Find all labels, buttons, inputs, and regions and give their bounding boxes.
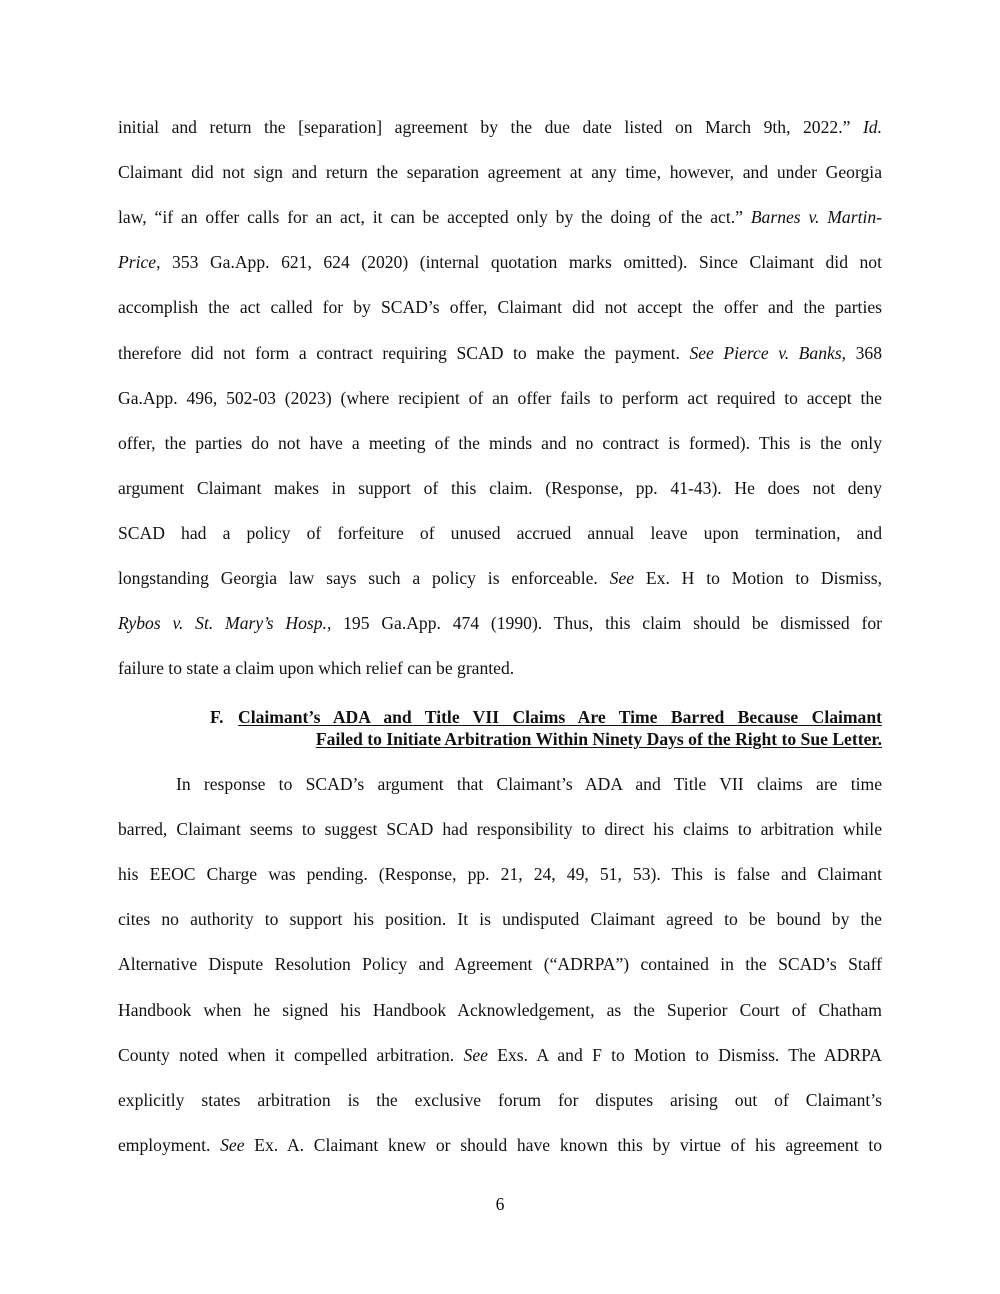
citation-italic: See <box>220 1134 245 1155</box>
text-line <box>118 521 882 545</box>
text-line <box>118 205 882 229</box>
text-run: argument Claimant makes in support of this claim. (Response, pp. 41-43). He does not deny <box>118 477 882 498</box>
text-run: longstanding Georgia law says such a policy is enforceable. <box>118 568 610 588</box>
text-run: Ex. A. Claimant knew or should have known this by virtue of his agreement to <box>244 1134 883 1155</box>
text-line <box>118 476 882 500</box>
text-run: employment. <box>118 1134 221 1155</box>
text-line <box>118 817 882 841</box>
text-run: , 195 Ga.App. 474 (1990). Thus, this claim should be dismissed for <box>326 613 882 634</box>
text-line <box>176 772 882 796</box>
text-run: his EEOC Charge was pending. (Response, pp. 21, 24, 49, 51, 53). This is false and Claimant <box>118 864 882 885</box>
text-line <box>118 862 882 886</box>
text-line <box>118 250 882 274</box>
text-run: SCAD had a policy of forfeiture of unused accrued annual leave upon termination, and <box>118 522 882 543</box>
text-run: Ex. H to Motion to Dismiss, <box>634 568 883 588</box>
text-run: cites no authority to support his position. It is undisputed Claimant agreed to be bound by the <box>118 909 882 930</box>
text-line <box>118 952 882 976</box>
citation-italic: See <box>463 1044 488 1065</box>
text-line <box>118 160 882 184</box>
citation-italic: Price <box>118 252 157 273</box>
text-run: offer, the parties do not have a meeting of the minds and no contract is formed). This is the only <box>118 432 882 453</box>
text-run: accomplish the act called for by SCAD’s offer, Claimant did not accept the offer and the parties <box>118 297 882 318</box>
text-line <box>118 566 882 590</box>
section-heading <box>210 706 882 728</box>
citation-italic: Rybos v. St. Mary’s Hosp. <box>118 613 327 634</box>
text-line <box>118 1133 882 1157</box>
section-letter: F. <box>210 707 224 727</box>
section-heading-line-2: Failed to Initiate Arbitration Within Ninety Days of the Right to Sue Letter. <box>315 729 882 749</box>
text-line <box>118 656 882 680</box>
page-number: 6 <box>495 1194 505 1214</box>
text-run: , 353 Ga.App. 621, 624 (2020) (internal quotation marks omitted). Since Claimant did not <box>156 252 882 273</box>
text-run: failure to state a claim upon which relief can be granted. <box>118 658 515 679</box>
text-run: explicitly states arbitration is the exclusive forum for disputes arising out of Claimant’s <box>118 1089 882 1110</box>
text-run: Exs. A and F to Motion to Dismiss. The ADRPA <box>487 1044 882 1065</box>
citation-italic: See Pierce v. Banks <box>689 342 842 363</box>
text-run: law, “if an offer calls for an act, it can be accepted only by the doing of the act.” <box>118 207 751 228</box>
text-line <box>118 341 882 365</box>
text-run: County noted when it compelled arbitration. <box>118 1044 464 1065</box>
text-run: barred, Claimant seems to suggest SCAD had responsibility to direct his claims to arbitration while <box>118 819 882 840</box>
citation-italic: See <box>609 568 635 588</box>
text-line <box>118 295 882 319</box>
text-run: Ga.App. 496, 502-03 (2023) (where recipient of an offer fails to perform act required to accept the <box>118 387 882 408</box>
text-run: Claimant did not sign and return the separation agreement at any time, however, and under Georgia <box>118 162 882 183</box>
text-run: Handbook when he signed his Handbook Acknowledgement, as the Superior Court of Chatham <box>118 999 882 1020</box>
section-heading-continued <box>210 728 882 750</box>
text-run: In response to SCAD’s argument that Claimant’s ADA and Title VII claims are time <box>176 774 882 794</box>
text-line <box>118 1088 882 1112</box>
citation-italic: Id. <box>862 117 882 137</box>
citation-italic: Barnes v. Martin- <box>750 207 882 228</box>
text-line <box>118 386 882 410</box>
text-run: Alternative Dispute Resolution Policy and Agreement (“ADRPA”) contained in the SCAD’s Staff <box>118 954 882 975</box>
text-run: , 368 <box>841 342 883 363</box>
text-line <box>118 115 882 139</box>
text-run: initial and return the [separation] agreement by the due date listed on March 9th, 2022.” <box>118 117 863 137</box>
text-line <box>118 907 882 931</box>
section-heading-line-1: Claimant’s ADA and Title VII Claims Are Time Barred Because Claimant <box>238 707 882 727</box>
text-run: therefore did not form a contract requiring SCAD to make the payment. <box>118 342 690 363</box>
text-line <box>118 1043 882 1067</box>
text-line <box>118 998 882 1022</box>
text-line <box>118 611 882 635</box>
text-line <box>118 431 882 455</box>
